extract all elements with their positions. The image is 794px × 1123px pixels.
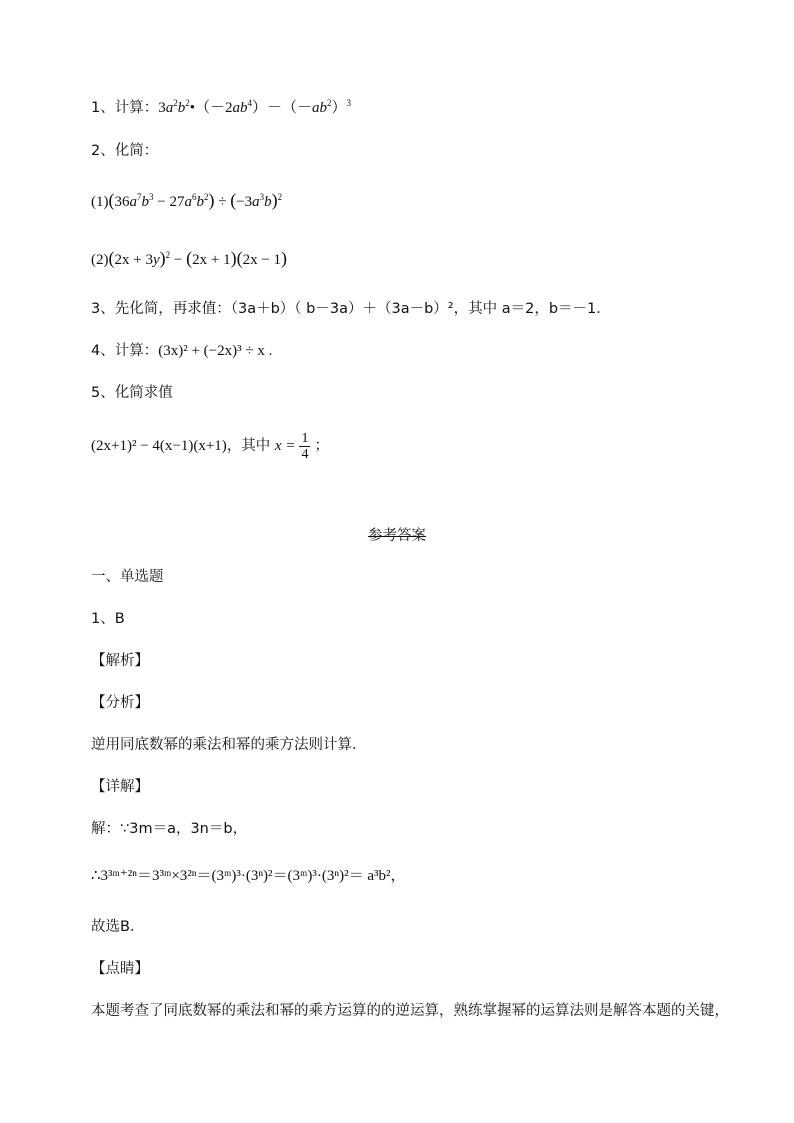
- question-number: 5、: [91, 385, 115, 401]
- question-text: 化简求值: [114, 385, 173, 401]
- fenxi-heading: 【分析】: [91, 695, 149, 711]
- question-2-part-2: $(2)(2x + 3y)^2 - (2x + 1)(2x - 1)$: [91, 248, 288, 268]
- question-text: 先化简，再求值：（3a＋b）（ b－3a）＋（3a－b）²，其中 a＝2，b＝－1．: [114, 301, 611, 317]
- question-5-expression: (2x+1)² − 4(x−1)(x+1)，其中 x = $\frac{1}{4}$ ；: [91, 430, 329, 462]
- therefore-line: ∴3³ᵐ⁺²ⁿ＝3³ᵐ×3²ⁿ＝(3ᵐ)³·(3ⁿ)²＝(3ᵐ)³·(3ⁿ)²＝ a³b²，: [91, 868, 406, 884]
- choice-line: 故选B．: [91, 919, 145, 935]
- fraction: $\frac{1}{4}$: [301, 430, 309, 462]
- answer-item: 1、B: [91, 611, 125, 627]
- question-4-expression: (3x)² + (−2x)³ ÷ x .: [158, 343, 273, 359]
- question-1-expression: $3a^2b^2•(-2ab^4)-(-ab^2)^3$: [158, 98, 352, 116]
- question-label: 计算：: [114, 343, 159, 359]
- question-5: [91, 383, 173, 403]
- question-2: [91, 141, 158, 161]
- solution-line: 解：∵3m＝a，3n＝b，: [91, 821, 248, 837]
- question-1: [91, 98, 351, 118]
- remark-heading: 【点睛】: [91, 961, 149, 977]
- analysis-heading: 【解析】: [91, 653, 149, 669]
- answer-section-heading: 一、单选题: [91, 569, 164, 585]
- fenxi-text: 逆用同底数幂的乘法和幂的乘方法则计算．: [91, 737, 367, 753]
- question-number: 4、: [91, 343, 115, 359]
- question-number: 3、: [91, 301, 115, 317]
- question-4: [91, 341, 272, 361]
- detail-heading: 【详解】: [91, 779, 149, 795]
- question-number: 1、: [91, 100, 115, 116]
- question-number: 2、: [91, 143, 115, 159]
- question-3: [91, 299, 611, 319]
- question-label: 化简：: [114, 143, 159, 159]
- question-label: 计算：: [114, 100, 159, 116]
- question-2-part-1: $(1)(36a^7b^3 - 27a^6b^2) \div (-3a^3b)^2$: [91, 190, 283, 210]
- answer-section-title: 参考答案: [368, 528, 426, 544]
- remark-text: 本题考查了同底数幂的乘法和幂的乘方运算的的逆运算，熟练掌握幂的运算法则是解答本题的关键，: [91, 1003, 729, 1019]
